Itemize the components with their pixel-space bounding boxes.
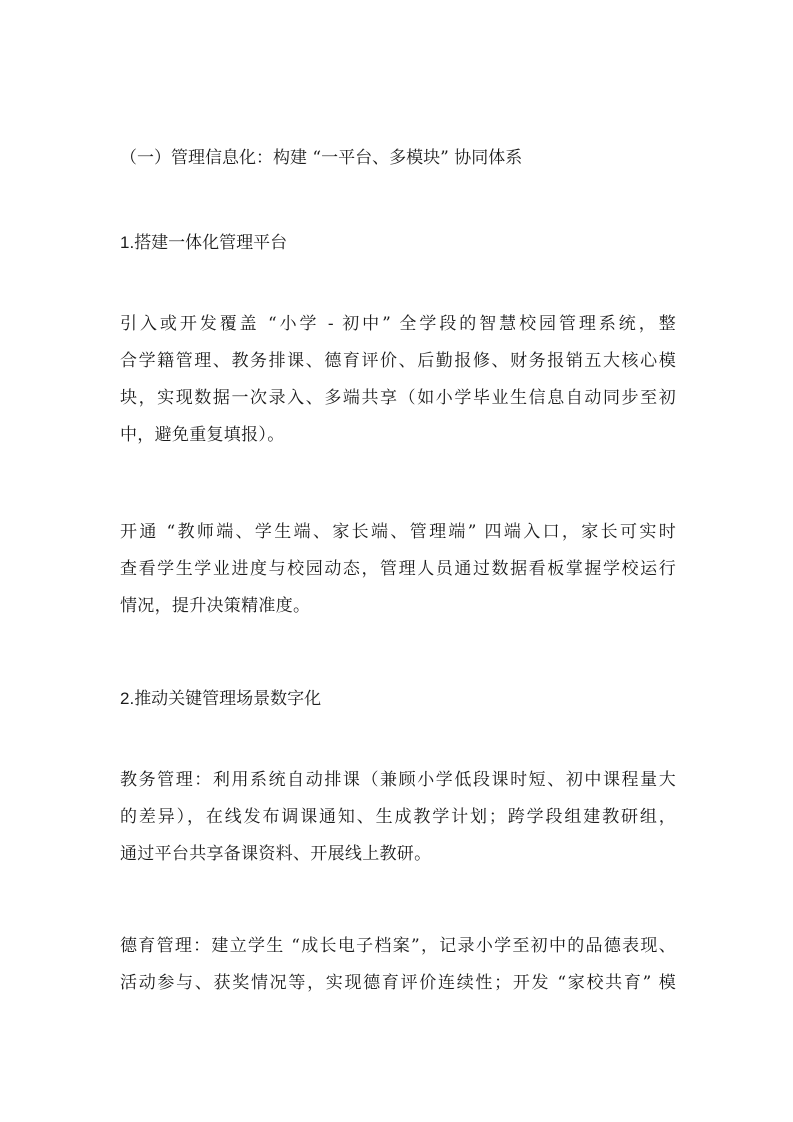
subheading-2-title: 推动关键管理场景数字化 [134,689,322,709]
paragraph-line: 德育管理：建立学生 “成长电子档案”，记录小学至初中的品德表现、 [120,936,676,956]
paragraph-line: 活动参与、获奖情况等，实现德育评价连续性；开发 “家校共育” 模 [120,973,676,993]
paragraph-four-portals [120,514,676,625]
paragraph-line: 开通 “教师端、学生端、家长端、管理端” 四端入口，家长可实时 [120,522,676,542]
paragraph-line: 情况，提升决策精准度。 [120,596,311,616]
paragraph-line: 块，实现数据一次录入、多端共享（如小学毕业生信息自动同步至初 [120,388,676,408]
subheading-2 [120,680,321,718]
paragraph-line: 引入或开发覆盖 “小学 - 初中” 全学段的智慧校园管理系统，整 [120,314,676,334]
subheading-1-number: 1. [120,233,135,252]
paragraph-platform-intro [120,306,676,454]
paragraph-line: 中，避免重复填报）。 [120,425,285,445]
paragraph-line: 查看学生学业进度与校园动态，管理人员通过数据看板掌握学校运行 [120,559,676,579]
paragraph-line: 教务管理：利用系统自动排课（兼顾小学低段课时短、初中课程量大 [120,770,676,790]
subheading-2-number: 2. [120,689,135,708]
paragraph-academic-management [120,762,676,873]
subheading-1-title: 搭建一体化管理平台 [134,233,288,253]
section-title: （一）管理信息化：构建 “一平台、多模块” 协同体系 [120,148,523,168]
paragraph-line: 通过平台共享备课资料、开展线上教研。 [120,844,432,864]
paragraph-line: 合学籍管理、教务排课、德育评价、后勤报修、财务报销五大核心模 [120,351,676,371]
paragraph-line: 的差异），在线发布调课通知、生成教学计划；跨学段组建教研组， [120,807,676,827]
paragraph-moral-management [120,928,676,1002]
subheading-1 [120,224,287,262]
